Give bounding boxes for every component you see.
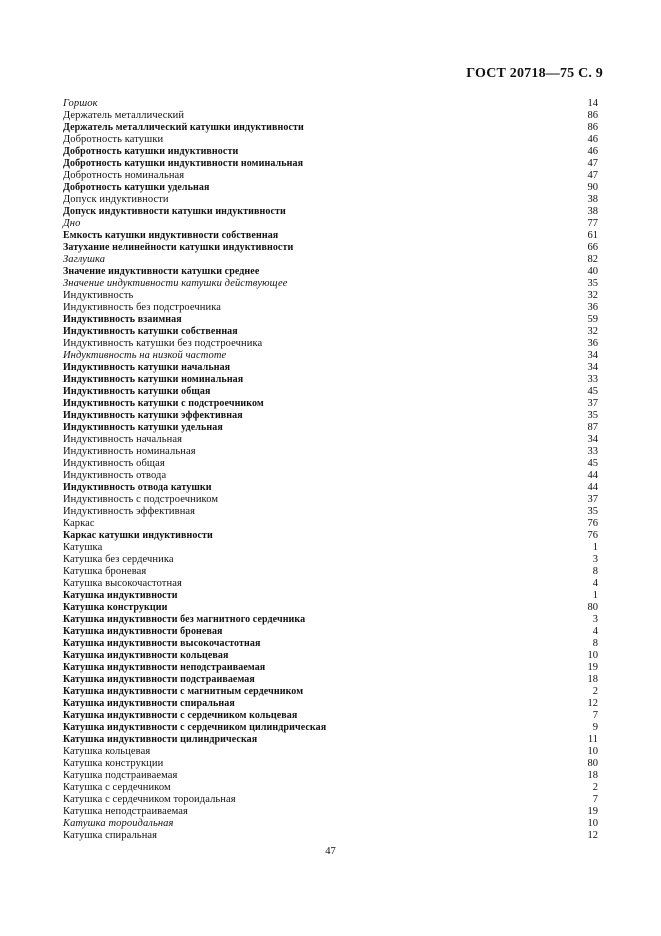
index-term: Индуктивность катушки с подстроечником xyxy=(63,398,264,409)
index-page-number: 34 xyxy=(587,350,598,361)
index-term: Горшок xyxy=(63,98,98,109)
index-page-number: 40 xyxy=(587,266,598,277)
index-entry xyxy=(63,338,598,350)
index-entry xyxy=(63,722,598,734)
index-term: Катушка броневая xyxy=(63,566,147,577)
index-entry xyxy=(63,530,598,542)
index-term: Катушка индуктивности с магнитным сердечником xyxy=(63,686,304,697)
index-term: Индуктивность с подстроечником xyxy=(63,494,219,505)
index-entry xyxy=(63,674,598,686)
index-page-number: 59 xyxy=(587,314,598,325)
index-page-number: 44 xyxy=(587,482,598,493)
index-page-number: 1 xyxy=(592,590,598,601)
index-entry xyxy=(63,626,598,638)
index-entry xyxy=(63,686,598,698)
index-term: Дно xyxy=(63,218,81,229)
index-page-number: 45 xyxy=(587,386,598,397)
index-entry xyxy=(63,314,598,326)
index-term: Катушка кольцевая xyxy=(63,746,151,757)
index-entry xyxy=(63,518,598,530)
index-entry xyxy=(63,470,598,482)
index-term: Добротность катушки xyxy=(63,134,164,145)
index-entry xyxy=(63,434,598,446)
index-term: Добротность номинальная xyxy=(63,170,185,181)
index-term: Индуктивность общая xyxy=(63,458,165,469)
index-page-number: 14 xyxy=(587,98,598,109)
index-page-number: 19 xyxy=(587,806,598,817)
index-term: Катушка индуктивности подстраиваемая xyxy=(63,674,255,685)
index-page-number: 36 xyxy=(587,338,598,349)
index-page-number: 8 xyxy=(592,566,598,577)
index-term: Держатель металлический xyxy=(63,110,185,121)
index-term: Индуктивность эффективная xyxy=(63,506,196,517)
index-entry xyxy=(63,98,598,110)
index-page-number: 86 xyxy=(587,122,598,133)
index-entry xyxy=(63,554,598,566)
index-term: Катушка индуктивности спиральная xyxy=(63,698,235,709)
index-page-number: 37 xyxy=(587,398,598,409)
index-page-number: 4 xyxy=(592,578,598,589)
index-term: Катушка индуктивности без магнитного сердечника xyxy=(63,614,306,625)
index-term: Значение индуктивности катушки действующее xyxy=(63,278,288,289)
index-term: Катушка индуктивности с сердечником кольцевая xyxy=(63,710,298,721)
index-term: Индуктивность без подстроечника xyxy=(63,302,222,313)
index-term: Добротность катушки удельная xyxy=(63,182,210,193)
index-term: Индуктивность начальная xyxy=(63,434,183,445)
index-entry xyxy=(63,386,598,398)
index-entry xyxy=(63,830,598,842)
index-page-number: 8 xyxy=(592,638,598,649)
index-page-number: 77 xyxy=(587,218,598,229)
index-page-number: 12 xyxy=(587,698,598,709)
index-entry xyxy=(63,218,598,230)
index-term: Каркас xyxy=(63,518,95,529)
index-term: Катушка конструкции xyxy=(63,758,164,769)
index-page-number: 35 xyxy=(587,410,598,421)
index-term: Катушка индуктивности с сердечником цилиндрическая xyxy=(63,722,327,733)
index-page-number: 35 xyxy=(587,506,598,517)
index-entry xyxy=(63,746,598,758)
index-entry xyxy=(63,374,598,386)
index-entry xyxy=(63,758,598,770)
index-page-number: 34 xyxy=(587,434,598,445)
index-page-number: 12 xyxy=(587,830,598,841)
index-term: Катушка с сердечником тороидальная xyxy=(63,794,236,805)
index-page-number: 3 xyxy=(592,614,598,625)
index-entry xyxy=(63,662,598,674)
index-page-number: 33 xyxy=(587,374,598,385)
index-entry xyxy=(63,110,598,122)
index-term: Держатель металлический катушки индуктивности xyxy=(63,122,304,133)
index-term: Допуск индуктивности катушки индуктивности xyxy=(63,206,286,217)
index-page-number: 61 xyxy=(587,230,598,241)
index-entry xyxy=(63,122,598,134)
index-term: Затухание нелинейности катушки индуктивности xyxy=(63,242,294,253)
index-page-number: 38 xyxy=(587,206,598,217)
index-entry xyxy=(63,422,598,434)
index-page-number: 76 xyxy=(587,518,598,529)
index-entry xyxy=(63,566,598,578)
index-page-number: 33 xyxy=(587,446,598,457)
index-term: Катушка индуктивности неподстраиваемая xyxy=(63,662,266,673)
index-page-number: 38 xyxy=(587,194,598,205)
index-term: Индуктивность катушки удельная xyxy=(63,422,223,433)
index-term: Индуктивность отвода катушки xyxy=(63,482,212,493)
index-page-number: 10 xyxy=(587,650,598,661)
index-entry xyxy=(63,230,598,242)
index-page-number: 66 xyxy=(587,242,598,253)
index-entry xyxy=(63,542,598,554)
page-number: 47 xyxy=(325,846,336,857)
index-term: Индуктивность взаимная xyxy=(63,314,182,325)
index-term: Индуктивность катушки номинальная xyxy=(63,374,244,385)
index-entry xyxy=(63,290,598,302)
index-entry xyxy=(63,182,598,194)
index-entry xyxy=(63,242,598,254)
index-entry xyxy=(63,578,598,590)
index-term: Емкость катушки индуктивности собственная xyxy=(63,230,279,241)
index-term: Каркас катушки индуктивности xyxy=(63,530,213,541)
index-entry xyxy=(63,638,598,650)
index-page-number: 10 xyxy=(587,746,598,757)
index-page-number: 90 xyxy=(587,182,598,193)
index-term: Индуктивность отвода xyxy=(63,470,167,481)
index-page-number: 76 xyxy=(587,530,598,541)
index-term: Катушка подстраиваемая xyxy=(63,770,178,781)
index-entry xyxy=(63,770,598,782)
index-entry xyxy=(63,326,598,338)
index-entry xyxy=(63,266,598,278)
term-index xyxy=(63,98,598,842)
index-term: Катушка высокочастотная xyxy=(63,578,182,589)
index-page-number: 11 xyxy=(587,734,598,745)
index-term: Индуктивность катушки эффективная xyxy=(63,410,243,421)
index-page-number: 47 xyxy=(587,170,598,181)
index-term: Катушка индуктивности цилиндрическая xyxy=(63,734,258,745)
index-page-number: 35 xyxy=(587,278,598,289)
index-term: Значение индуктивности катушки среднее xyxy=(63,266,260,277)
index-entry xyxy=(63,302,598,314)
index-page-number: 46 xyxy=(587,134,598,145)
index-page-number: 18 xyxy=(587,674,598,685)
index-term: Индуктивность катушки собственная xyxy=(63,326,238,337)
index-page-number: 36 xyxy=(587,302,598,313)
index-term: Катушка с сердечником xyxy=(63,782,171,793)
standard-header: ГОСТ 20718—75 С. 9 xyxy=(466,66,603,81)
index-term: Допуск индуктивности xyxy=(63,194,169,205)
index-term: Катушка индуктивности xyxy=(63,590,178,601)
index-entry xyxy=(63,614,598,626)
index-entry xyxy=(63,506,598,518)
index-term: Индуктивность номинальная xyxy=(63,446,196,457)
index-term: Заглушка xyxy=(63,254,106,265)
index-entry xyxy=(63,818,598,830)
index-entry xyxy=(63,698,598,710)
index-entry xyxy=(63,590,598,602)
index-entry xyxy=(63,602,598,614)
index-page-number: 1 xyxy=(592,542,598,553)
index-page-number: 3 xyxy=(592,554,598,565)
index-entry xyxy=(63,482,598,494)
index-entry xyxy=(63,134,598,146)
index-page-number: 47 xyxy=(587,158,598,169)
index-entry xyxy=(63,278,598,290)
index-entry xyxy=(63,350,598,362)
index-term: Индуктивность катушки общая xyxy=(63,386,211,397)
index-page-number: 9 xyxy=(592,722,598,733)
index-term: Катушка конструкции xyxy=(63,602,168,613)
index-term: Катушка индуктивности кольцевая xyxy=(63,650,229,661)
index-entry xyxy=(63,710,598,722)
index-term: Индуктивность катушки начальная xyxy=(63,362,231,373)
index-page-number: 82 xyxy=(587,254,598,265)
index-entry xyxy=(63,734,598,746)
index-entry xyxy=(63,398,598,410)
index-page-number: 34 xyxy=(587,362,598,373)
index-page-number: 4 xyxy=(592,626,598,637)
index-term: Добротность катушки индуктивности номинальная xyxy=(63,158,304,169)
index-page-number: 80 xyxy=(587,758,598,769)
index-page-number: 18 xyxy=(587,770,598,781)
index-page-number: 7 xyxy=(592,794,598,805)
index-entry xyxy=(63,410,598,422)
index-term: Катушка без сердечника xyxy=(63,554,174,565)
index-page-number: 32 xyxy=(587,290,598,301)
index-entry xyxy=(63,650,598,662)
index-page-number: 86 xyxy=(587,110,598,121)
index-page-number: 46 xyxy=(587,146,598,157)
index-term: Индуктивность xyxy=(63,290,134,301)
index-entry xyxy=(63,254,598,266)
index-entry xyxy=(63,362,598,374)
index-page-number: 19 xyxy=(587,662,598,673)
index-page-number: 44 xyxy=(587,470,598,481)
index-page-number: 7 xyxy=(592,710,598,721)
index-entry xyxy=(63,446,598,458)
index-entry xyxy=(63,806,598,818)
index-term: Катушка тороидальная xyxy=(63,818,174,829)
index-entry xyxy=(63,206,598,218)
index-page-number: 37 xyxy=(587,494,598,505)
index-term: Индуктивность катушки без подстроечника xyxy=(63,338,263,349)
index-entry xyxy=(63,194,598,206)
index-page-number: 87 xyxy=(587,422,598,433)
index-entry xyxy=(63,170,598,182)
index-entry xyxy=(63,782,598,794)
index-term: Катушка индуктивности высокочастотная xyxy=(63,638,261,649)
index-term: Катушка неподстраиваемая xyxy=(63,806,188,817)
index-term: Катушка xyxy=(63,542,103,553)
index-entry xyxy=(63,794,598,806)
index-term: Индуктивность на низкой частоте xyxy=(63,350,227,361)
index-page-number: 10 xyxy=(587,818,598,829)
index-entry xyxy=(63,494,598,506)
index-term: Катушка спиральная xyxy=(63,830,158,841)
index-page-number: 45 xyxy=(587,458,598,469)
index-page-number: 32 xyxy=(587,326,598,337)
index-term: Катушка индуктивности броневая xyxy=(63,626,223,637)
index-page-number: 2 xyxy=(592,782,598,793)
index-entry xyxy=(63,158,598,170)
index-page-number: 2 xyxy=(592,686,598,697)
index-entry xyxy=(63,146,598,158)
index-entry xyxy=(63,458,598,470)
index-page-number: 80 xyxy=(587,602,598,613)
index-term: Добротность катушки индуктивности xyxy=(63,146,239,157)
